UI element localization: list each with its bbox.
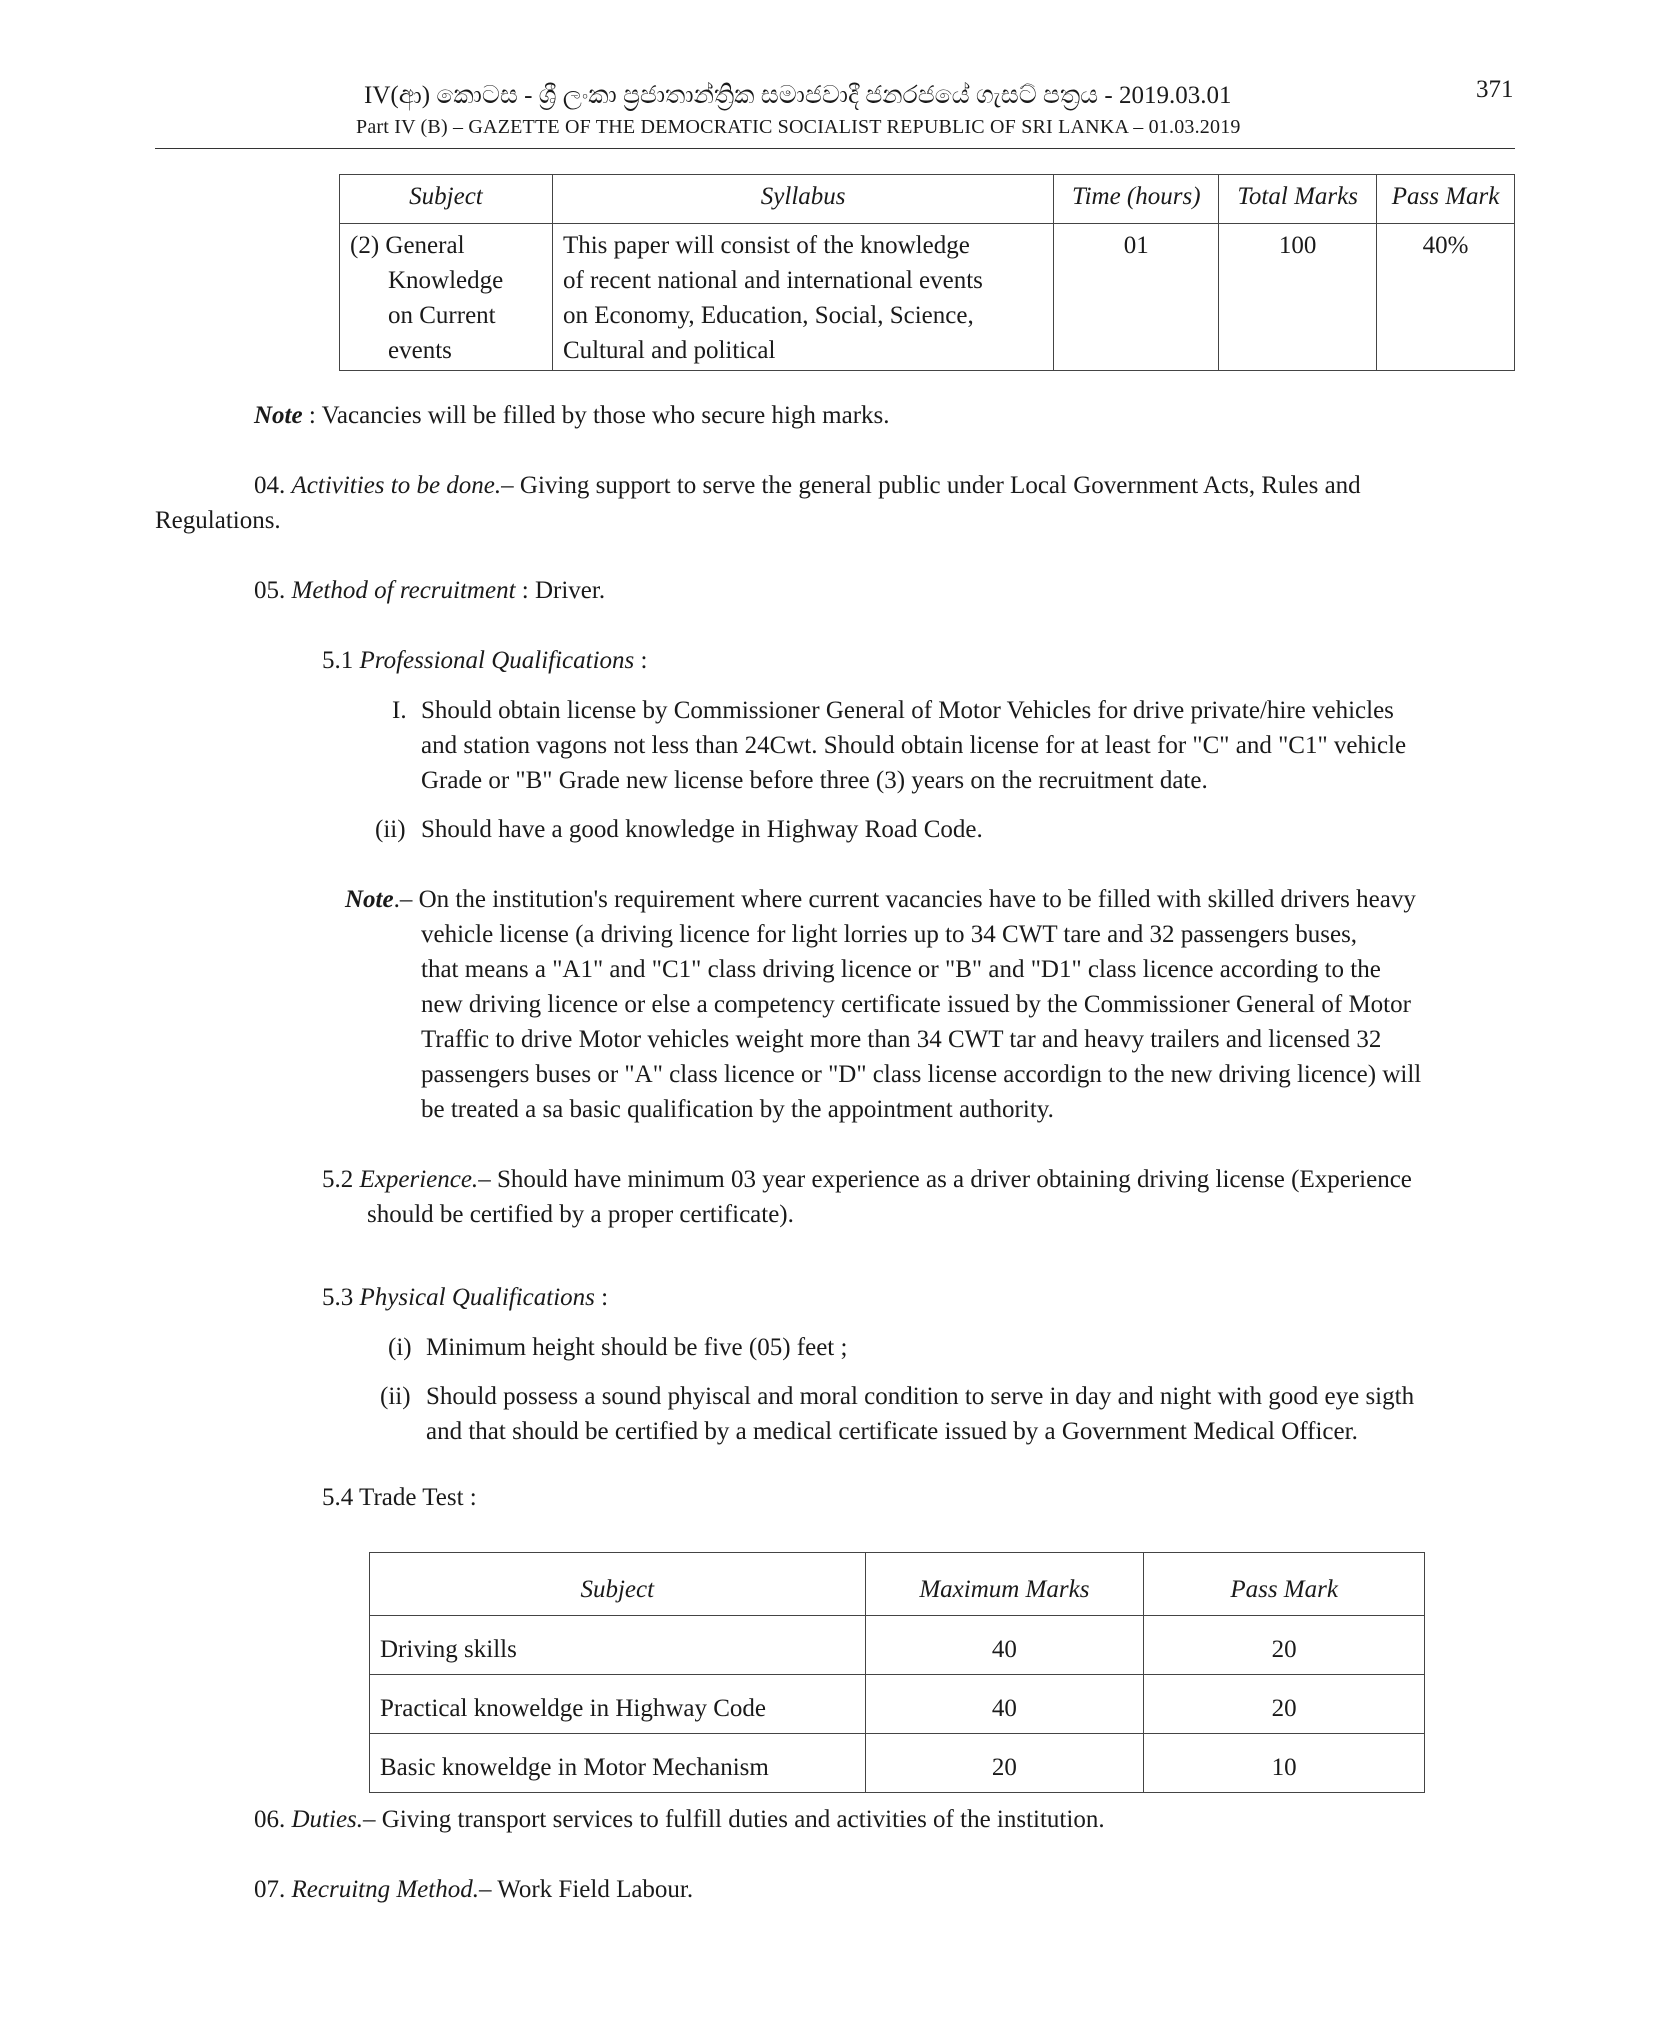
list-item-text: Should possess a sound phyiscal and moral condition to serve in day and night with good eye sigth [426, 1383, 1415, 1410]
note-label: Note [254, 402, 303, 429]
max-marks-cell: 40 [865, 1616, 1144, 1675]
section-06 [254, 1802, 1105, 1837]
note-high-marks [254, 398, 890, 433]
table-row [370, 1616, 1425, 1675]
pass-mark-cell: 10 [1144, 1734, 1425, 1793]
section-07 [254, 1872, 693, 1907]
list-item-text: Should obtain license by Commissioner General of Motor Vehicles for drive private/hire vehicles [421, 697, 1394, 724]
section-number: 05. [254, 577, 292, 604]
section-text: : Driver. [515, 577, 606, 604]
section-5-2-continued: should be certified by a proper certificate). [367, 1201, 794, 1228]
table-header-row [340, 175, 1515, 224]
pass-mark-cell: 20 [1144, 1675, 1425, 1734]
section-04 [254, 468, 1361, 503]
note-heavy-vehicle [345, 882, 1416, 917]
list-item-number: (i) [388, 1334, 412, 1361]
list-item-number: (ii) [375, 816, 406, 843]
note-text: : Vacancies will be filled by those who secure high marks. [302, 402, 890, 429]
subject-cell [340, 224, 553, 371]
list-item-text: and that should be certified by a medical certificate issued by a Government Medical Officer. [426, 1418, 1358, 1445]
section-text: – Should have minimum 03 year experience as a driver obtaining driving license (Experience [478, 1166, 1412, 1193]
section-suffix: : [634, 647, 648, 674]
note-label: Note [345, 886, 394, 913]
pass-mark-cell: 40% [1377, 224, 1515, 371]
subject-line: General [385, 232, 465, 259]
time-cell: 01 [1054, 224, 1219, 371]
header-english-title: Part IV (B) – GAZETTE OF THE DEMOCRATIC SOCIALIST REPUBLIC OF SRI LANKA – 01.03.2019 [356, 116, 1241, 138]
list-item-text: Minimum height should be five (05) feet ; [426, 1334, 848, 1361]
subject-line: on Current [388, 302, 496, 329]
note-text-line: vehicle license (a driving licence for light lorries up to 34 CWT tare and 32 passengers buses, [421, 921, 1358, 948]
section-title: Duties. [291, 1806, 364, 1833]
col-header-subject: Subject [370, 1553, 866, 1616]
section-title: Activities to be done. [291, 472, 502, 499]
syllabus-line: of recent national and international events [562, 267, 983, 294]
col-header-pass-mark: Pass Mark [1144, 1553, 1425, 1616]
syllabus-line: on Economy, Education, Social, Science, [562, 302, 974, 329]
header-divider [155, 148, 1515, 149]
note-text-line: Traffic to drive Motor vehicles weight more than 34 CWT tar and heavy trailers and licensed 32 [421, 1026, 1382, 1053]
subject-line: events [388, 337, 452, 364]
note-text: .– On the institution's requirement where current vacancies have to be filled with skilled drivers heavy [393, 886, 1416, 913]
section-title: Method of recruitment [291, 577, 516, 604]
list-item-text: Grade or "B" Grade new license before three (3) years on the recruitment date. [421, 767, 1208, 794]
section-04-continued: Regulations. [155, 507, 281, 534]
section-5-4: 5.4 Trade Test : [322, 1484, 477, 1511]
col-header-syllabus: Syllabus [552, 175, 1053, 224]
section-suffix: : [594, 1284, 609, 1311]
max-marks-cell: 20 [865, 1734, 1144, 1793]
section-title: Physical Qualifications [359, 1284, 595, 1311]
section-number: 07. [254, 1876, 292, 1903]
section-number: 06. [254, 1806, 292, 1833]
table-row [370, 1675, 1425, 1734]
table-header-row [370, 1553, 1425, 1616]
page-number: 371 [1476, 76, 1514, 103]
table-row [370, 1734, 1425, 1793]
section-05 [254, 573, 605, 608]
subject-cell: Driving skills [370, 1616, 866, 1675]
section-title: Experience. [359, 1166, 479, 1193]
max-marks-cell: 40 [865, 1675, 1144, 1734]
list-item-text: Should have a good knowledge in Highway Road Code. [421, 816, 983, 843]
note-text-line: be treated a sa basic qualification by the appointment authority. [421, 1096, 1054, 1123]
section-number: 5.1 [322, 647, 360, 674]
section-5-3 [322, 1280, 608, 1315]
note-text-line: that means a "A1" and "C1" class driving licence or "B" and "D1" class licence according to the [421, 956, 1381, 983]
section-text: – Work Field Labour. [478, 1876, 694, 1903]
section-number: 5.3 [322, 1284, 360, 1311]
trade-test-table [369, 1552, 1425, 1793]
section-number: 04. [254, 472, 292, 499]
section-5-2 [322, 1162, 1412, 1197]
syllabus-table [339, 174, 1515, 371]
syllabus-cell [552, 224, 1053, 371]
col-header-time: Time (hours) [1054, 175, 1219, 224]
note-text-line: new driving licence or else a competency certificate issued by the Commissioner General of Motor [421, 991, 1411, 1018]
subject-line: Knowledge [388, 267, 504, 294]
section-5-1 [322, 643, 647, 678]
col-header-pass-mark: Pass Mark [1377, 175, 1515, 224]
total-marks-cell: 100 [1219, 224, 1377, 371]
section-text: – Giving support to serve the general public under Local Government Acts, Rules and [501, 472, 1361, 499]
subject-cell: Practical knoweldge in Highway Code [370, 1675, 866, 1734]
syllabus-line: Cultural and political [562, 337, 776, 364]
section-text: – Giving transport services to fulfill duties and activities of the institution. [363, 1806, 1105, 1833]
section-title: Recruitng Method. [291, 1876, 479, 1903]
note-text-line: passengers buses or "A" class licence or "D" class license accordign to the new driving licence) will [421, 1061, 1422, 1088]
list-item-text: and station vagons not less than 24Cwt. Should obtain license for at least for "C" and "C1" vehicle [421, 732, 1407, 759]
col-header-maximum-marks: Maximum Marks [865, 1553, 1144, 1616]
subject-cell: Basic knoweldge in Motor Mechanism [370, 1734, 866, 1793]
list-item-number: I. [392, 697, 407, 724]
section-number: 5.2 [322, 1166, 360, 1193]
header-sinhala-title: IV(ආ) කොටස - ශ්‍රී ලංකා ප්‍රජාතාන්ත්‍රික සමාජවාදී ජනරජයේ ගැසට් පත්‍රය - 2019.03.01 [364, 82, 1232, 109]
table-row [340, 224, 1515, 371]
col-header-subject: Subject [340, 175, 553, 224]
subject-number: (2) [350, 232, 386, 259]
list-item-number: (ii) [380, 1383, 411, 1410]
pass-mark-cell: 20 [1144, 1616, 1425, 1675]
section-title: Professional Qualifications [359, 647, 635, 674]
col-header-total-marks: Total Marks [1219, 175, 1377, 224]
syllabus-line: This paper will consist of the knowledge [562, 232, 970, 259]
